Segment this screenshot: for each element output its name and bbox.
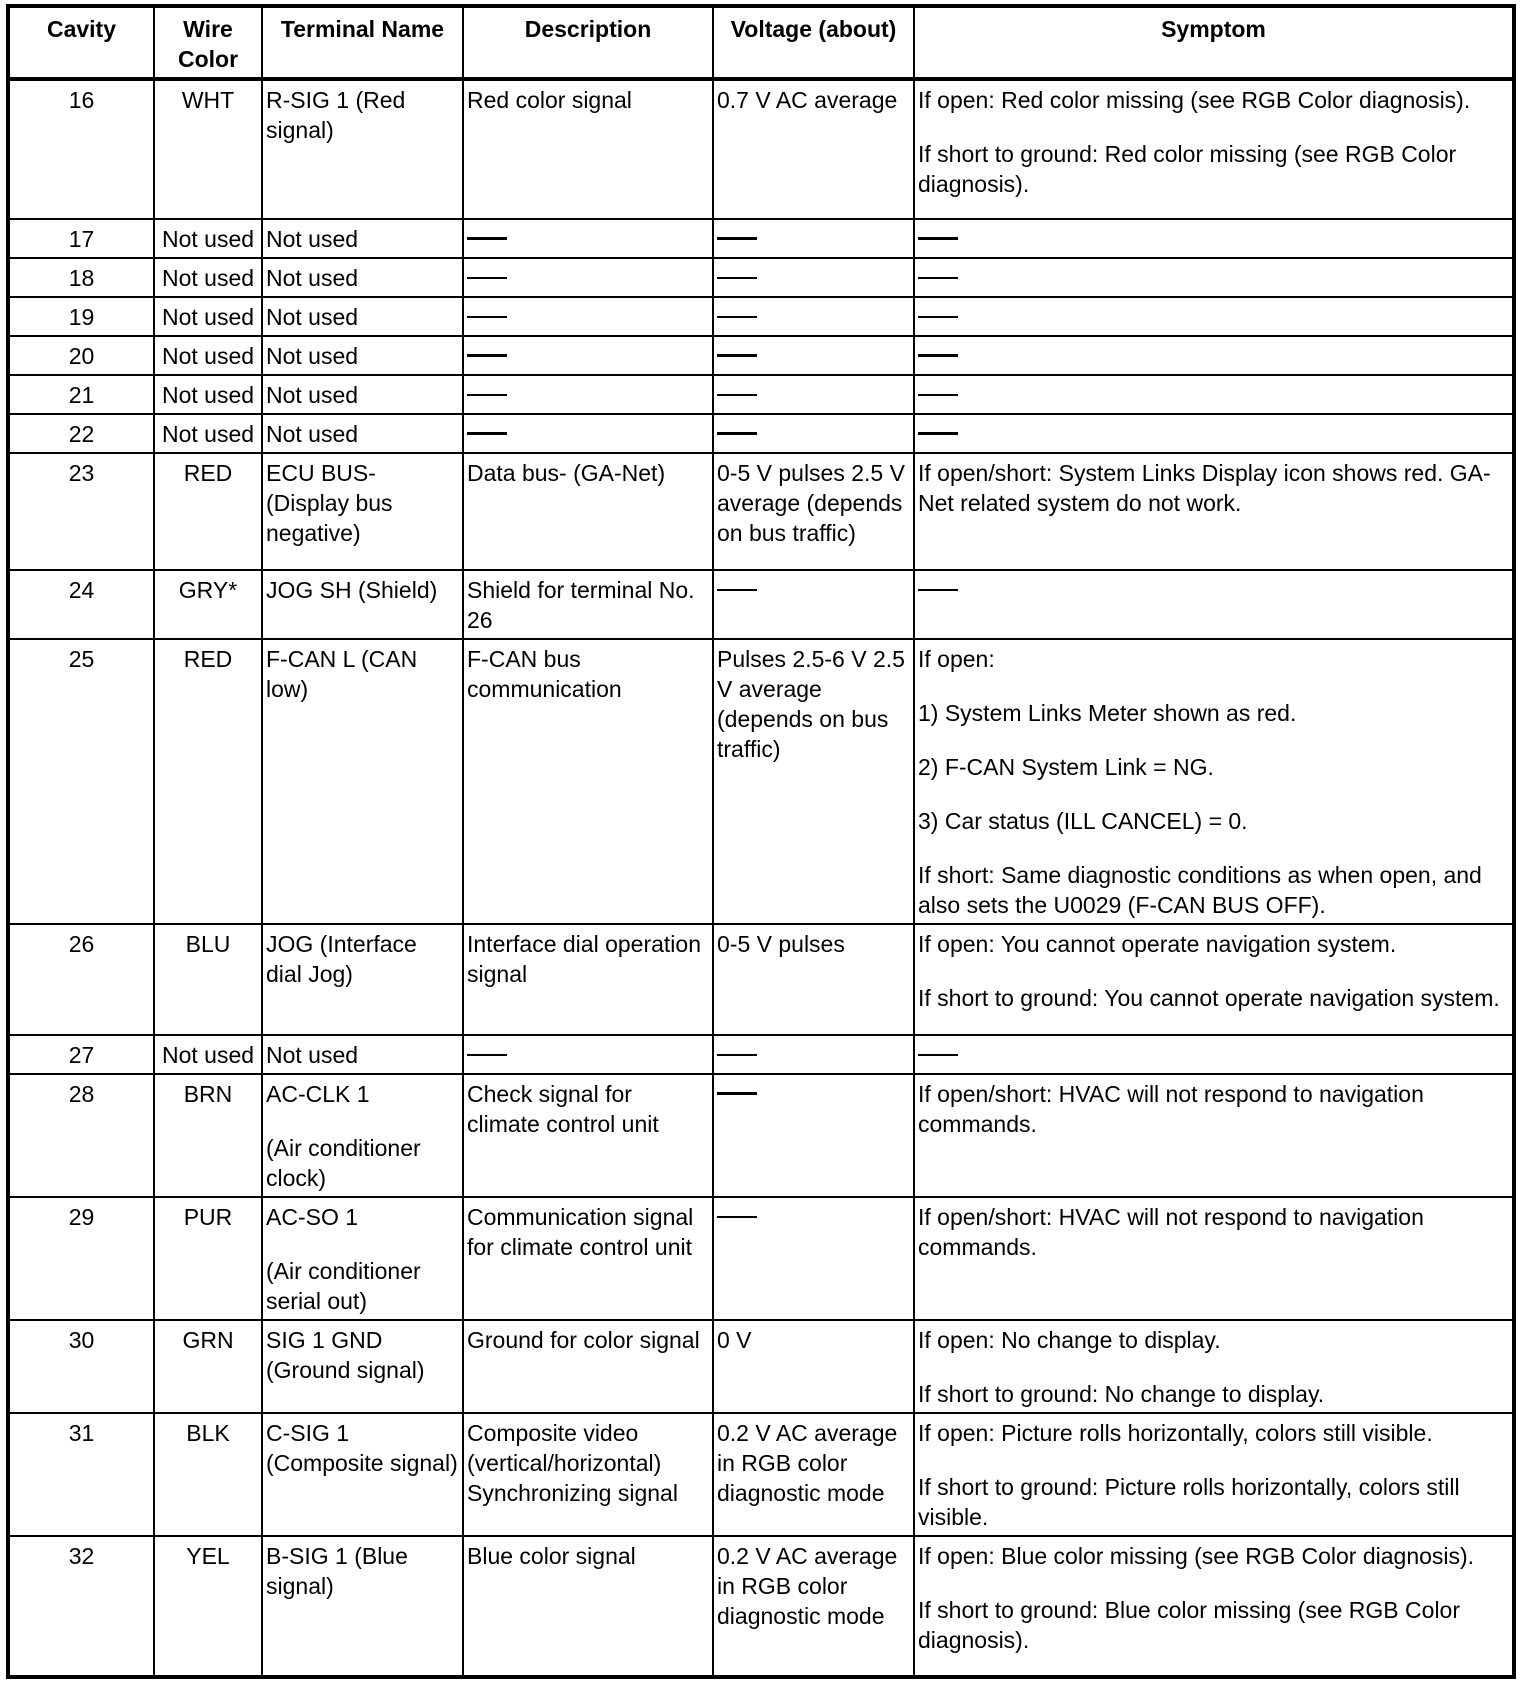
wire-color-cell: GRY*	[154, 570, 262, 639]
wire-color-cell: Not used	[154, 375, 262, 414]
terminal-name-cell	[262, 1536, 463, 1677]
terminal-name-line: C-SIG 1 (Composite signal)	[266, 1420, 458, 1476]
symptom-paragraph: 2) F-CAN System Link = NG.	[918, 754, 1214, 780]
table-row	[8, 924, 1514, 1035]
empty-dash	[918, 589, 958, 591]
wire-color-cell: PUR	[154, 1197, 262, 1320]
symptom-paragraph: If open:	[918, 646, 995, 672]
terminal-name-line: Not used	[266, 382, 359, 408]
terminal-name-line: Not used	[266, 343, 359, 369]
empty-dash	[717, 316, 757, 318]
empty-dash	[918, 1054, 958, 1056]
description-cell	[463, 258, 713, 297]
description-cell: Blue color signal	[463, 1536, 713, 1677]
empty-dash	[467, 354, 507, 357]
terminal-name-line: JOG SH (Shield)	[266, 577, 438, 603]
wire-color-cell: GRN	[154, 1320, 262, 1413]
description-cell: Composite video (vertical/horizontal) Synchronizing signal	[463, 1413, 713, 1536]
wire-color-cell: BLK	[154, 1413, 262, 1536]
cavity-cell: 18	[8, 258, 154, 297]
empty-dash	[467, 1054, 507, 1056]
table-row	[8, 219, 1514, 258]
voltage-cell	[713, 219, 914, 258]
description-cell: F-CAN bus communication	[463, 639, 713, 924]
header-wire-color: Wire Color	[154, 6, 262, 79]
symptom-paragraph: If short to ground: Red color missing (see RGB Color diagnosis).	[918, 141, 1457, 197]
cavity-cell: 19	[8, 297, 154, 336]
symptom-cell	[914, 453, 1514, 570]
cavity-cell: 27	[8, 1035, 154, 1074]
symptom-paragraph: 3) Car status (ILL CANCEL) = 0.	[918, 808, 1248, 834]
table-row	[8, 1536, 1514, 1677]
voltage-cell	[713, 375, 914, 414]
empty-dash	[717, 354, 757, 357]
terminal-name-cell	[262, 639, 463, 924]
voltage-cell: Pulses 2.5-6 V 2.5 V average (depends on bus traffic)	[713, 639, 914, 924]
empty-dash	[717, 1216, 757, 1218]
empty-dash	[467, 394, 507, 396]
terminal-name-line: SIG 1 GND (Ground signal)	[266, 1327, 425, 1383]
symptom-paragraph: If short: Same diagnostic conditions as when open, and also sets the U0029 (F-CAN BUS OFF).	[918, 862, 1482, 918]
table-row	[8, 258, 1514, 297]
cavity-cell: 17	[8, 219, 154, 258]
empty-dash	[918, 432, 958, 435]
symptom-paragraph: If open: You cannot operate navigation system.	[918, 931, 1397, 957]
voltage-cell: 0-5 V pulses	[713, 924, 914, 1035]
cavity-cell: 23	[8, 453, 154, 570]
cavity-cell: 24	[8, 570, 154, 639]
wire-color-cell: BRN	[154, 1074, 262, 1197]
connector-terminal-table	[6, 4, 1516, 1679]
empty-dash	[717, 237, 757, 240]
table-row	[8, 1413, 1514, 1536]
description-cell	[463, 297, 713, 336]
terminal-name-cell	[262, 79, 463, 219]
terminal-name-line: Not used	[266, 226, 359, 252]
terminal-name-cell	[262, 219, 463, 258]
description-cell: Check signal for climate control unit	[463, 1074, 713, 1197]
terminal-name-line: Not used	[266, 304, 359, 330]
symptom-cell	[914, 219, 1514, 258]
cavity-cell: 25	[8, 639, 154, 924]
table-body	[8, 79, 1514, 1677]
terminal-name-line: Not used	[266, 265, 359, 291]
table-row	[8, 297, 1514, 336]
terminal-name-cell	[262, 258, 463, 297]
terminal-name-cell	[262, 375, 463, 414]
cavity-cell: 32	[8, 1536, 154, 1677]
empty-dash	[918, 277, 958, 279]
terminal-name-cell	[262, 414, 463, 453]
symptom-cell	[914, 639, 1514, 924]
empty-dash	[918, 316, 958, 318]
description-cell	[463, 336, 713, 375]
terminal-name-line: (Air conditioner serial out)	[266, 1258, 421, 1314]
wire-color-cell: Not used	[154, 297, 262, 336]
table-row	[8, 1074, 1514, 1197]
symptom-paragraph: If open: No change to display.	[918, 1327, 1221, 1353]
symptom-paragraph: If short to ground: Picture rolls horizontally, colors still visible.	[918, 1474, 1460, 1530]
symptom-paragraph: 1) System Links Meter shown as red.	[918, 700, 1297, 726]
terminal-name-line: AC-CLK 1	[266, 1081, 370, 1107]
terminal-name-cell	[262, 336, 463, 375]
table-row	[8, 375, 1514, 414]
symptom-paragraph: If open: Blue color missing (see RGB Color diagnosis).	[918, 1543, 1475, 1569]
symptom-cell	[914, 1413, 1514, 1536]
cavity-cell: 20	[8, 336, 154, 375]
description-cell	[463, 414, 713, 453]
symptom-paragraph: If open/short: HVAC will not respond to navigation commands.	[918, 1204, 1424, 1260]
terminal-name-line: F-CAN L (CAN low)	[266, 646, 418, 702]
cavity-cell: 21	[8, 375, 154, 414]
empty-dash	[717, 1054, 757, 1056]
symptom-cell	[914, 924, 1514, 1035]
symptom-cell	[914, 1197, 1514, 1320]
symptom-paragraph: If open/short: HVAC will not respond to navigation commands.	[918, 1081, 1424, 1137]
symptom-paragraph: If short to ground: Blue color missing (see RGB Color diagnosis).	[918, 1597, 1461, 1653]
symptom-cell	[914, 79, 1514, 219]
wire-color-cell: BLU	[154, 924, 262, 1035]
description-cell	[463, 219, 713, 258]
cavity-cell: 22	[8, 414, 154, 453]
symptom-cell	[914, 1035, 1514, 1074]
table-header-row	[8, 6, 1514, 79]
symptom-cell	[914, 297, 1514, 336]
description-cell: Red color signal	[463, 79, 713, 219]
voltage-cell	[713, 1197, 914, 1320]
cavity-cell: 28	[8, 1074, 154, 1197]
symptom-paragraph: If open: Red color missing (see RGB Color diagnosis).	[918, 87, 1471, 113]
wire-color-cell: Not used	[154, 414, 262, 453]
empty-dash	[717, 394, 757, 396]
description-cell	[463, 1035, 713, 1074]
table-row	[8, 1320, 1514, 1413]
terminal-name-line: Not used	[266, 1042, 359, 1068]
description-cell: Interface dial operation signal	[463, 924, 713, 1035]
terminal-name-cell	[262, 297, 463, 336]
symptom-cell	[914, 414, 1514, 453]
symptom-cell	[914, 258, 1514, 297]
table-row	[8, 1035, 1514, 1074]
symptom-cell	[914, 336, 1514, 375]
description-cell: Communication signal for climate control unit	[463, 1197, 713, 1320]
voltage-cell: 0.2 V AC average in RGB color diagnostic mode	[713, 1413, 914, 1536]
empty-dash	[467, 432, 507, 435]
voltage-cell: 0 V	[713, 1320, 914, 1413]
voltage-cell: 0-5 V pulses 2.5 V average (depends on bus traffic)	[713, 453, 914, 570]
wire-color-cell: Not used	[154, 258, 262, 297]
table-row	[8, 570, 1514, 639]
empty-dash	[918, 354, 958, 357]
cavity-cell: 29	[8, 1197, 154, 1320]
voltage-cell	[713, 1035, 914, 1074]
header-terminal-name: Terminal Name	[262, 6, 463, 79]
terminal-name-cell	[262, 924, 463, 1035]
symptom-paragraph: If open/short: System Links Display icon shows red. GA-Net related system do not work.	[918, 460, 1491, 516]
voltage-cell	[713, 414, 914, 453]
terminal-name-cell	[262, 453, 463, 570]
table-row	[8, 414, 1514, 453]
cavity-cell: 26	[8, 924, 154, 1035]
symptom-paragraph: If short to ground: You cannot operate navigation system.	[918, 985, 1500, 1011]
wire-color-cell: Not used	[154, 1035, 262, 1074]
terminal-name-cell	[262, 1197, 463, 1320]
description-cell: Ground for color signal	[463, 1320, 713, 1413]
empty-dash	[717, 589, 757, 591]
voltage-cell: 0.2 V AC average in RGB color diagnostic mode	[713, 1536, 914, 1677]
wire-color-cell: RED	[154, 453, 262, 570]
table-row	[8, 336, 1514, 375]
terminal-name-line: JOG (Interface dial Jog)	[266, 931, 417, 987]
table-row	[8, 453, 1514, 570]
voltage-cell	[713, 1074, 914, 1197]
header-description: Description	[463, 6, 713, 79]
terminal-name-cell	[262, 1320, 463, 1413]
voltage-cell	[713, 297, 914, 336]
header-voltage: Voltage (about)	[713, 6, 914, 79]
terminal-name-cell	[262, 1035, 463, 1074]
empty-dash	[467, 237, 507, 240]
terminal-name-line: AC-SO 1	[266, 1204, 359, 1230]
voltage-cell	[713, 570, 914, 639]
voltage-cell: 0.7 V AC average	[713, 79, 914, 219]
empty-dash	[467, 316, 507, 318]
terminal-name-line: Not used	[266, 421, 359, 447]
symptom-paragraph: If open: Picture rolls horizontally, colors still visible.	[918, 1420, 1433, 1446]
terminal-name-line: B-SIG 1 (Blue signal)	[266, 1543, 408, 1599]
empty-dash	[717, 1092, 757, 1095]
terminal-name-cell	[262, 1413, 463, 1536]
symptom-cell	[914, 1320, 1514, 1413]
description-cell: Shield for terminal No. 26	[463, 570, 713, 639]
empty-dash	[918, 394, 958, 396]
terminal-name-line: (Air conditioner clock)	[266, 1135, 421, 1191]
header-cavity: Cavity	[8, 6, 154, 79]
terminal-name-cell	[262, 570, 463, 639]
symptom-cell	[914, 375, 1514, 414]
wire-color-cell: WHT	[154, 79, 262, 219]
wire-color-cell: Not used	[154, 336, 262, 375]
table-row	[8, 639, 1514, 924]
description-cell	[463, 375, 713, 414]
empty-dash	[717, 432, 757, 435]
wire-color-cell: RED	[154, 639, 262, 924]
symptom-cell	[914, 1536, 1514, 1677]
empty-dash	[918, 237, 958, 240]
description-cell: Data bus- (GA-Net)	[463, 453, 713, 570]
symptom-cell	[914, 570, 1514, 639]
wire-color-cell: YEL	[154, 1536, 262, 1677]
terminal-name-line: ECU BUS- (Display bus negative)	[266, 460, 393, 546]
symptom-cell	[914, 1074, 1514, 1197]
wire-color-cell: Not used	[154, 219, 262, 258]
cavity-cell: 31	[8, 1413, 154, 1536]
voltage-cell	[713, 336, 914, 375]
header-symptom: Symptom	[914, 6, 1514, 79]
terminal-name-line: R-SIG 1 (Red signal)	[266, 87, 406, 143]
empty-dash	[717, 277, 757, 279]
document-page	[6, 4, 1512, 1679]
cavity-cell: 16	[8, 79, 154, 219]
empty-dash	[467, 277, 507, 279]
symptom-paragraph: If short to ground: No change to display.	[918, 1381, 1325, 1407]
table-row	[8, 79, 1514, 219]
table-row	[8, 1197, 1514, 1320]
cavity-cell: 30	[8, 1320, 154, 1413]
voltage-cell	[713, 258, 914, 297]
terminal-name-cell	[262, 1074, 463, 1197]
